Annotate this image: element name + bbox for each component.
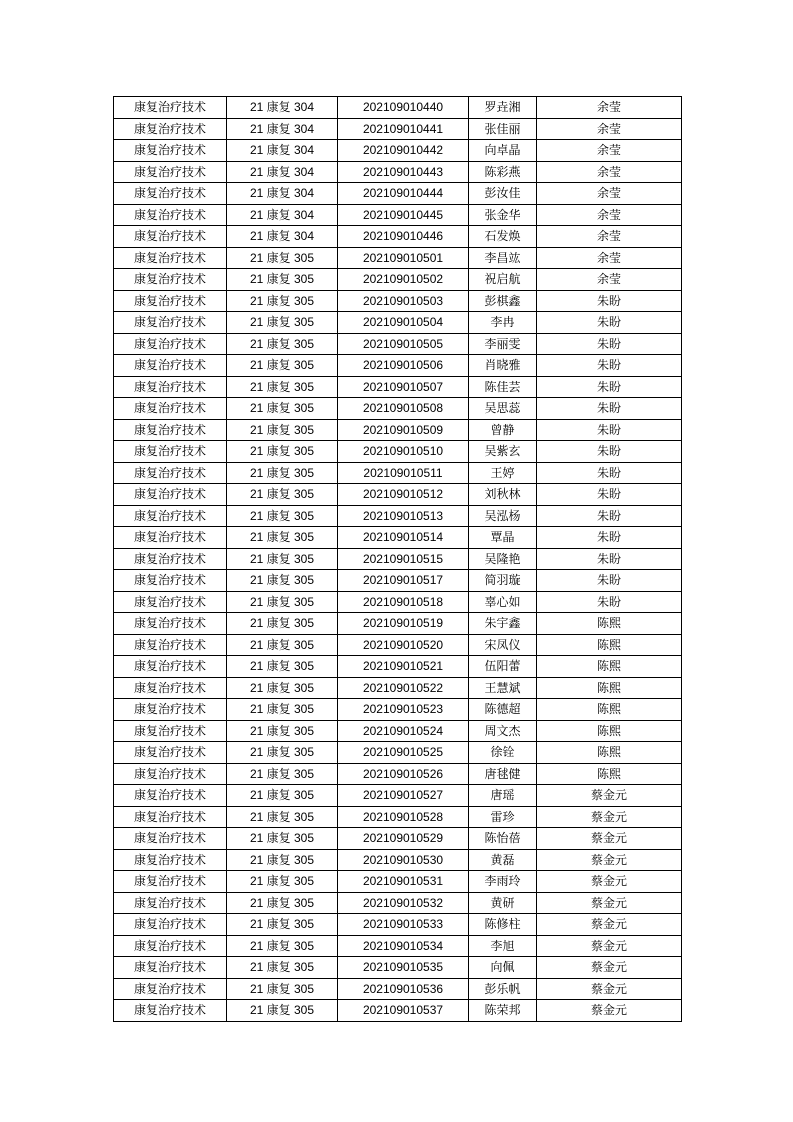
class-cell: 21 康复 305 <box>227 333 338 355</box>
student-name-cell: 李雨玲 <box>469 871 537 893</box>
major-cell: 康复治疗技术 <box>114 290 227 312</box>
student-name-cell: 陈怡蓓 <box>469 828 537 850</box>
major-cell: 康复治疗技术 <box>114 118 227 140</box>
table-row <box>114 1000 682 1022</box>
class-cell: 21 康复 305 <box>227 441 338 463</box>
tutor-cell: 蔡金元 <box>537 914 682 936</box>
major-cell: 康复治疗技术 <box>114 527 227 549</box>
class-cell: 21 康复 305 <box>227 591 338 613</box>
student-name-cell: 彭乐帆 <box>469 978 537 1000</box>
student-name-cell: 周文杰 <box>469 720 537 742</box>
student-id-cell: 202109010537 <box>338 1000 469 1022</box>
table-row <box>114 183 682 205</box>
table-row <box>114 892 682 914</box>
class-cell: 21 康复 305 <box>227 269 338 291</box>
student-id-cell: 202109010443 <box>338 161 469 183</box>
tutor-cell: 朱盼 <box>537 505 682 527</box>
student-name-cell: 吴思蕊 <box>469 398 537 420</box>
student-name-cell: 陈荣邦 <box>469 1000 537 1022</box>
table-row <box>114 376 682 398</box>
tutor-cell: 朱盼 <box>537 462 682 484</box>
student-id-cell: 202109010521 <box>338 656 469 678</box>
table-row <box>114 914 682 936</box>
class-cell: 21 康复 305 <box>227 978 338 1000</box>
student-name-cell: 陈佳芸 <box>469 376 537 398</box>
table-row <box>114 527 682 549</box>
class-cell: 21 康复 304 <box>227 204 338 226</box>
student-name-cell: 朱宇鑫 <box>469 613 537 635</box>
class-cell: 21 康复 305 <box>227 570 338 592</box>
table-row <box>114 634 682 656</box>
tutor-cell: 陈熙 <box>537 720 682 742</box>
table-row <box>114 699 682 721</box>
student-id-cell: 202109010530 <box>338 849 469 871</box>
student-id-cell: 202109010518 <box>338 591 469 613</box>
table-row <box>114 613 682 635</box>
class-cell: 21 康复 304 <box>227 161 338 183</box>
tutor-cell: 蔡金元 <box>537 892 682 914</box>
table-row <box>114 828 682 850</box>
student-id-cell: 202109010520 <box>338 634 469 656</box>
table-row <box>114 355 682 377</box>
student-name-cell: 黄磊 <box>469 849 537 871</box>
tutor-cell: 朱盼 <box>537 290 682 312</box>
major-cell: 康复治疗技术 <box>114 785 227 807</box>
student-name-cell: 吴紫玄 <box>469 441 537 463</box>
class-cell: 21 康复 305 <box>227 376 338 398</box>
class-cell: 21 康复 305 <box>227 871 338 893</box>
student-id-cell: 202109010507 <box>338 376 469 398</box>
major-cell: 康复治疗技术 <box>114 742 227 764</box>
table-row <box>114 333 682 355</box>
student-name-cell: 覃晶 <box>469 527 537 549</box>
table-row <box>114 290 682 312</box>
student-name-cell: 陈德超 <box>469 699 537 721</box>
class-cell: 21 康复 304 <box>227 97 338 119</box>
major-cell: 康复治疗技术 <box>114 806 227 828</box>
major-cell: 康复治疗技术 <box>114 871 227 893</box>
table-row <box>114 548 682 570</box>
student-id-cell: 202109010504 <box>338 312 469 334</box>
student-id-cell: 202109010502 <box>338 269 469 291</box>
student-id-cell: 202109010446 <box>338 226 469 248</box>
major-cell: 康复治疗技术 <box>114 699 227 721</box>
student-name-cell: 王婷 <box>469 462 537 484</box>
table-row <box>114 161 682 183</box>
student-id-cell: 202109010501 <box>338 247 469 269</box>
major-cell: 康复治疗技术 <box>114 1000 227 1022</box>
major-cell: 康复治疗技术 <box>114 398 227 420</box>
tutor-cell: 朱盼 <box>537 441 682 463</box>
major-cell: 康复治疗技术 <box>114 613 227 635</box>
student-id-cell: 202109010536 <box>338 978 469 1000</box>
class-cell: 21 康复 305 <box>227 849 338 871</box>
class-cell: 21 康复 305 <box>227 957 338 979</box>
student-id-cell: 202109010523 <box>338 699 469 721</box>
major-cell: 康复治疗技术 <box>114 312 227 334</box>
major-cell: 康复治疗技术 <box>114 570 227 592</box>
major-cell: 康复治疗技术 <box>114 849 227 871</box>
table-row <box>114 570 682 592</box>
table-row <box>114 720 682 742</box>
class-cell: 21 康复 305 <box>227 634 338 656</box>
tutor-cell: 余莹 <box>537 183 682 205</box>
student-name-cell: 张金华 <box>469 204 537 226</box>
class-cell: 21 康复 305 <box>227 720 338 742</box>
table-row <box>114 204 682 226</box>
tutor-cell: 朱盼 <box>537 398 682 420</box>
table-row <box>114 656 682 678</box>
student-name-cell: 陈彩燕 <box>469 161 537 183</box>
tutor-cell: 朱盼 <box>537 376 682 398</box>
tutor-cell: 陈熙 <box>537 742 682 764</box>
student-id-cell: 202109010533 <box>338 914 469 936</box>
tutor-cell: 朱盼 <box>537 484 682 506</box>
table-row <box>114 97 682 119</box>
student-name-cell: 彭棋鑫 <box>469 290 537 312</box>
class-cell: 21 康复 305 <box>227 656 338 678</box>
class-cell: 21 康复 305 <box>227 914 338 936</box>
student-name-cell: 彭汝佳 <box>469 183 537 205</box>
student-id-cell: 202109010442 <box>338 140 469 162</box>
table-row <box>114 462 682 484</box>
student-name-cell: 李旭 <box>469 935 537 957</box>
class-cell: 21 康复 305 <box>227 677 338 699</box>
student-id-cell: 202109010510 <box>338 441 469 463</box>
major-cell: 康复治疗技术 <box>114 484 227 506</box>
class-cell: 21 康复 305 <box>227 505 338 527</box>
tutor-cell: 蔡金元 <box>537 828 682 850</box>
tutor-cell: 陈熙 <box>537 699 682 721</box>
class-cell: 21 康复 305 <box>227 1000 338 1022</box>
student-name-cell: 吴泓杨 <box>469 505 537 527</box>
student-id-cell: 202109010524 <box>338 720 469 742</box>
table-row <box>114 140 682 162</box>
student-id-cell: 202109010506 <box>338 355 469 377</box>
major-cell: 康复治疗技术 <box>114 462 227 484</box>
student-name-cell: 王慧斌 <box>469 677 537 699</box>
student-id-cell: 202109010508 <box>338 398 469 420</box>
class-cell: 21 康复 305 <box>227 548 338 570</box>
table-row <box>114 247 682 269</box>
student-id-cell: 202109010519 <box>338 613 469 635</box>
major-cell: 康复治疗技术 <box>114 376 227 398</box>
student-name-cell: 李丽雯 <box>469 333 537 355</box>
student-name-cell: 向佩 <box>469 957 537 979</box>
class-cell: 21 康复 305 <box>227 355 338 377</box>
major-cell: 康复治疗技术 <box>114 892 227 914</box>
student-id-cell: 202109010441 <box>338 118 469 140</box>
student-name-cell: 祝启航 <box>469 269 537 291</box>
major-cell: 康复治疗技术 <box>114 914 227 936</box>
class-cell: 21 康复 305 <box>227 527 338 549</box>
tutor-cell: 朱盼 <box>537 333 682 355</box>
major-cell: 康复治疗技术 <box>114 505 227 527</box>
major-cell: 康复治疗技术 <box>114 634 227 656</box>
class-cell: 21 康复 305 <box>227 398 338 420</box>
class-cell: 21 康复 305 <box>227 892 338 914</box>
tutor-cell: 陈熙 <box>537 634 682 656</box>
class-cell: 21 康复 305 <box>227 806 338 828</box>
student-name-cell: 向卓晶 <box>469 140 537 162</box>
student-id-cell: 202109010509 <box>338 419 469 441</box>
major-cell: 康复治疗技术 <box>114 656 227 678</box>
student-name-cell: 石发焕 <box>469 226 537 248</box>
student-name-cell: 李昌竑 <box>469 247 537 269</box>
tutor-cell: 余莹 <box>537 269 682 291</box>
major-cell: 康复治疗技术 <box>114 978 227 1000</box>
table-row <box>114 677 682 699</box>
table-row <box>114 484 682 506</box>
major-cell: 康复治疗技术 <box>114 763 227 785</box>
table-row <box>114 763 682 785</box>
tutor-cell: 余莹 <box>537 161 682 183</box>
student-name-cell: 唐瑶 <box>469 785 537 807</box>
student-name-cell: 简羽璇 <box>469 570 537 592</box>
student-name-cell: 罗垚湘 <box>469 97 537 119</box>
student-id-cell: 202109010513 <box>338 505 469 527</box>
major-cell: 康复治疗技术 <box>114 828 227 850</box>
tutor-cell: 余莹 <box>537 204 682 226</box>
table-row <box>114 419 682 441</box>
student-id-cell: 202109010535 <box>338 957 469 979</box>
student-id-cell: 202109010512 <box>338 484 469 506</box>
table-row <box>114 806 682 828</box>
table-row <box>114 505 682 527</box>
tutor-cell: 朱盼 <box>537 312 682 334</box>
student-id-cell: 202109010511 <box>338 462 469 484</box>
tutor-cell: 余莹 <box>537 118 682 140</box>
major-cell: 康复治疗技术 <box>114 204 227 226</box>
major-cell: 康复治疗技术 <box>114 269 227 291</box>
tutor-cell: 余莹 <box>537 140 682 162</box>
tutor-cell: 朱盼 <box>537 548 682 570</box>
class-cell: 21 康复 305 <box>227 484 338 506</box>
table-row <box>114 978 682 1000</box>
major-cell: 康复治疗技术 <box>114 140 227 162</box>
student-id-cell: 202109010503 <box>338 290 469 312</box>
table-row <box>114 871 682 893</box>
class-cell: 21 康复 305 <box>227 247 338 269</box>
student-name-cell: 雷珍 <box>469 806 537 828</box>
tutor-cell: 陈熙 <box>537 656 682 678</box>
student-name-cell: 徐铨 <box>469 742 537 764</box>
student-name-cell: 吴隆艳 <box>469 548 537 570</box>
major-cell: 康复治疗技术 <box>114 183 227 205</box>
student-name-cell: 张佳丽 <box>469 118 537 140</box>
student-id-cell: 202109010525 <box>338 742 469 764</box>
class-cell: 21 康复 305 <box>227 763 338 785</box>
major-cell: 康复治疗技术 <box>114 161 227 183</box>
tutor-cell: 蔡金元 <box>537 978 682 1000</box>
table-row <box>114 742 682 764</box>
table-row <box>114 957 682 979</box>
roster-body <box>114 97 682 1022</box>
tutor-cell: 余莹 <box>537 247 682 269</box>
class-cell: 21 康复 305 <box>227 699 338 721</box>
student-id-cell: 202109010532 <box>338 892 469 914</box>
student-id-cell: 202109010444 <box>338 183 469 205</box>
student-id-cell: 202109010522 <box>338 677 469 699</box>
class-cell: 21 康复 304 <box>227 118 338 140</box>
student-name-cell: 陈修柱 <box>469 914 537 936</box>
major-cell: 康复治疗技术 <box>114 720 227 742</box>
table-row <box>114 269 682 291</box>
class-cell: 21 康复 305 <box>227 462 338 484</box>
class-cell: 21 康复 304 <box>227 183 338 205</box>
student-id-cell: 202109010515 <box>338 548 469 570</box>
class-cell: 21 康复 305 <box>227 935 338 957</box>
tutor-cell: 朱盼 <box>537 570 682 592</box>
student-id-cell: 202109010517 <box>338 570 469 592</box>
table-row <box>114 398 682 420</box>
tutor-cell: 朱盼 <box>537 419 682 441</box>
tutor-cell: 陈熙 <box>537 613 682 635</box>
student-id-cell: 202109010527 <box>338 785 469 807</box>
tutor-cell: 蔡金元 <box>537 785 682 807</box>
tutor-cell: 蔡金元 <box>537 806 682 828</box>
tutor-cell: 朱盼 <box>537 527 682 549</box>
student-id-cell: 202109010529 <box>338 828 469 850</box>
major-cell: 康复治疗技术 <box>114 591 227 613</box>
class-cell: 21 康复 304 <box>227 140 338 162</box>
student-id-cell: 202109010531 <box>338 871 469 893</box>
class-cell: 21 康复 304 <box>227 226 338 248</box>
class-cell: 21 康复 305 <box>227 742 338 764</box>
table-row <box>114 118 682 140</box>
student-id-cell: 202109010534 <box>338 935 469 957</box>
tutor-cell: 陈熙 <box>537 677 682 699</box>
student-roster-table <box>113 96 682 1022</box>
major-cell: 康复治疗技术 <box>114 441 227 463</box>
tutor-cell: 朱盼 <box>537 591 682 613</box>
major-cell: 康复治疗技术 <box>114 677 227 699</box>
student-id-cell: 202109010514 <box>338 527 469 549</box>
major-cell: 康复治疗技术 <box>114 355 227 377</box>
class-cell: 21 康复 305 <box>227 312 338 334</box>
student-name-cell: 宋凤仪 <box>469 634 537 656</box>
class-cell: 21 康复 305 <box>227 828 338 850</box>
major-cell: 康复治疗技术 <box>114 247 227 269</box>
tutor-cell: 余莹 <box>537 226 682 248</box>
student-name-cell: 肖晓雅 <box>469 355 537 377</box>
major-cell: 康复治疗技术 <box>114 935 227 957</box>
class-cell: 21 康复 305 <box>227 290 338 312</box>
table-row <box>114 591 682 613</box>
student-name-cell: 李冉 <box>469 312 537 334</box>
student-name-cell: 刘秋林 <box>469 484 537 506</box>
major-cell: 康复治疗技术 <box>114 226 227 248</box>
student-name-cell: 黄研 <box>469 892 537 914</box>
student-id-cell: 202109010526 <box>338 763 469 785</box>
tutor-cell: 蔡金元 <box>537 1000 682 1022</box>
major-cell: 康复治疗技术 <box>114 419 227 441</box>
table-row <box>114 935 682 957</box>
table-row <box>114 441 682 463</box>
student-id-cell: 202109010505 <box>338 333 469 355</box>
student-name-cell: 唐毬健 <box>469 763 537 785</box>
tutor-cell: 陈熙 <box>537 763 682 785</box>
tutor-cell: 蔡金元 <box>537 849 682 871</box>
table-row <box>114 312 682 334</box>
student-name-cell: 伍阳蕾 <box>469 656 537 678</box>
major-cell: 康复治疗技术 <box>114 548 227 570</box>
major-cell: 康复治疗技术 <box>114 97 227 119</box>
tutor-cell: 蔡金元 <box>537 957 682 979</box>
student-id-cell: 202109010440 <box>338 97 469 119</box>
tutor-cell: 蔡金元 <box>537 871 682 893</box>
student-id-cell: 202109010445 <box>338 204 469 226</box>
student-name-cell: 曾静 <box>469 419 537 441</box>
tutor-cell: 蔡金元 <box>537 935 682 957</box>
major-cell: 康复治疗技术 <box>114 957 227 979</box>
student-name-cell: 辜心如 <box>469 591 537 613</box>
class-cell: 21 康复 305 <box>227 419 338 441</box>
table-row <box>114 226 682 248</box>
class-cell: 21 康复 305 <box>227 613 338 635</box>
table-row <box>114 849 682 871</box>
student-id-cell: 202109010528 <box>338 806 469 828</box>
class-cell: 21 康复 305 <box>227 785 338 807</box>
tutor-cell: 余莹 <box>537 97 682 119</box>
tutor-cell: 朱盼 <box>537 355 682 377</box>
major-cell: 康复治疗技术 <box>114 333 227 355</box>
table-row <box>114 785 682 807</box>
